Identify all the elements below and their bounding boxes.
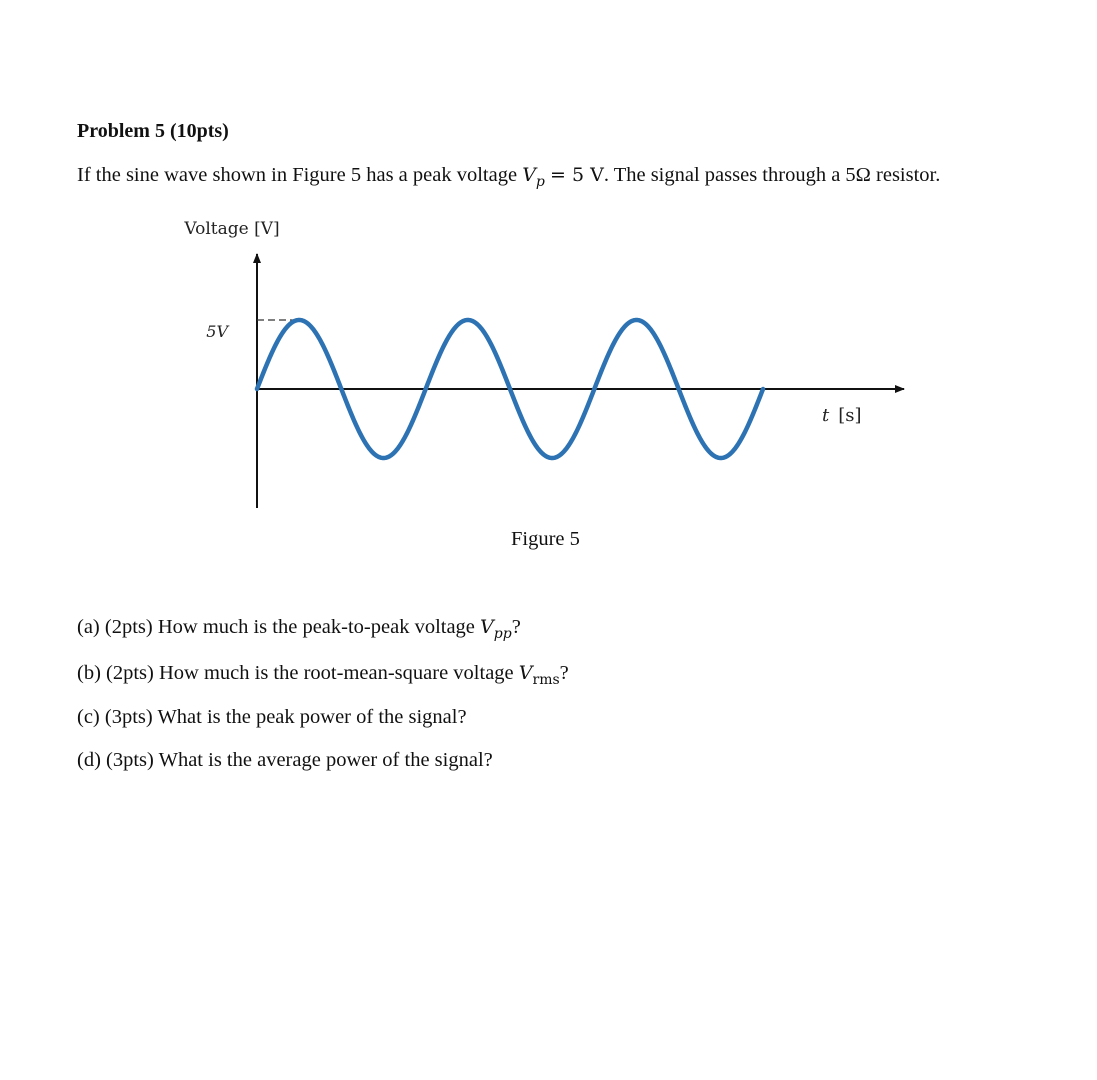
figure-caption: Figure 5 bbox=[511, 528, 580, 550]
x-axis-unit: [s] bbox=[838, 405, 862, 426]
sine-wave-chart bbox=[0, 200, 1097, 520]
question-a-text: (a) (2pts) How much is the peak-to-peak voltage bbox=[77, 616, 481, 638]
problem-statement bbox=[77, 164, 941, 190]
vp-subscript: p bbox=[535, 174, 545, 190]
vrms-subscript: rms bbox=[532, 672, 560, 688]
question-b-suffix: ? bbox=[559, 662, 569, 684]
vp-value: = 5 V bbox=[550, 164, 604, 186]
question-b-text: (b) (2pts) How much is the root-mean-square voltage bbox=[77, 662, 519, 684]
vp-symbol: V bbox=[522, 164, 536, 186]
statement-text-before: If the sine wave shown in Figure 5 has a peak voltage bbox=[77, 164, 518, 186]
x-axis-label bbox=[822, 405, 862, 426]
vrms-symbol: V bbox=[518, 662, 533, 684]
peak-voltage-label: 5V bbox=[206, 322, 228, 341]
vpp-symbol: V bbox=[480, 616, 494, 638]
vpp-subscript: pp bbox=[493, 626, 512, 642]
statement-text-after: . The signal passes through a 5Ω resistor. bbox=[603, 164, 941, 186]
x-axis-symbol: t bbox=[822, 405, 830, 426]
problem-title: Problem 5 (10pts) bbox=[77, 120, 229, 142]
question-d: (d) (3pts) What is the average power of the signal? bbox=[77, 749, 493, 771]
question-a-suffix: ? bbox=[511, 616, 521, 638]
question-c: (c) (3pts) What is the peak power of the signal? bbox=[77, 706, 467, 728]
figure-5 bbox=[0, 200, 1097, 525]
question-a bbox=[77, 616, 521, 642]
y-axis-label: Voltage [V] bbox=[184, 219, 280, 239]
question-b bbox=[77, 662, 569, 688]
